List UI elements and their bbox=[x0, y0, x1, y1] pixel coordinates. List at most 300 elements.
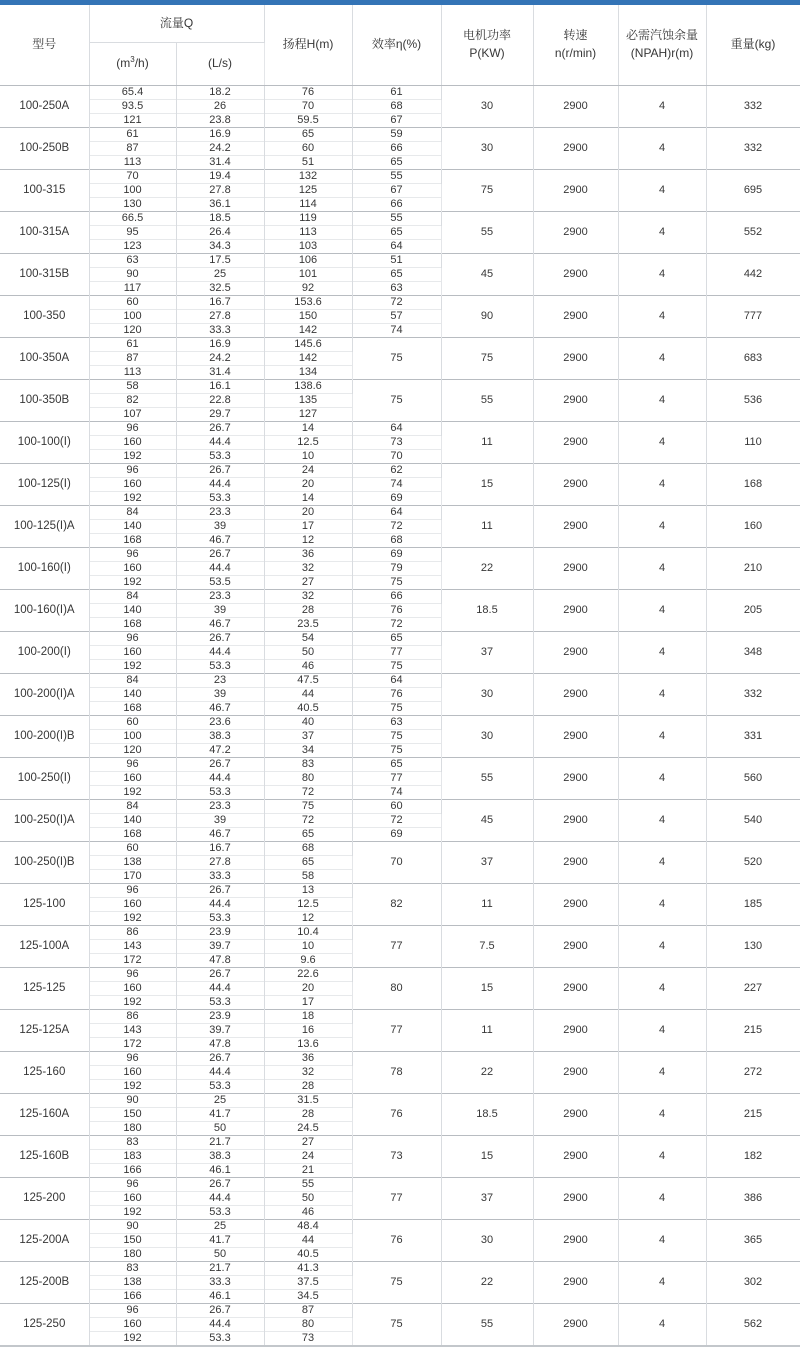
head-cell: 87 bbox=[264, 1303, 352, 1317]
flow-ls-cell: 39.7 bbox=[176, 1023, 264, 1037]
table-row bbox=[0, 1135, 800, 1149]
head-cell: 46 bbox=[264, 659, 352, 673]
flow-m3h-cell: 86 bbox=[89, 1009, 176, 1023]
flow-ls-cell: 44.4 bbox=[176, 771, 264, 785]
spec-table bbox=[0, 5, 800, 1347]
weight-cell: 777 bbox=[706, 295, 800, 337]
efficiency-cell: 72 bbox=[352, 519, 441, 533]
power-cell: 90 bbox=[441, 295, 533, 337]
efficiency-cell: 76 bbox=[352, 687, 441, 701]
flow-ls-cell: 39 bbox=[176, 603, 264, 617]
flow-ls-cell: 26.7 bbox=[176, 757, 264, 771]
flow-m3h-cell: 192 bbox=[89, 1079, 176, 1093]
flow-ls-cell: 53.3 bbox=[176, 911, 264, 925]
head-cell: 103 bbox=[264, 239, 352, 253]
flow-m3h-cell: 172 bbox=[89, 1037, 176, 1051]
flow-ls-cell: 26.7 bbox=[176, 1177, 264, 1191]
head-cell: 119 bbox=[264, 211, 352, 225]
column-header-power bbox=[441, 5, 533, 85]
flow-m3h-cell: 183 bbox=[89, 1149, 176, 1163]
head-cell: 135 bbox=[264, 393, 352, 407]
head-cell: 9.6 bbox=[264, 953, 352, 967]
speed-cell: 2900 bbox=[533, 1177, 618, 1219]
head-cell: 23.5 bbox=[264, 617, 352, 631]
flow-ls-cell: 33.3 bbox=[176, 323, 264, 337]
head-cell: 65 bbox=[264, 827, 352, 841]
flow-m3h-cell: 140 bbox=[89, 519, 176, 533]
flow-ls-cell: 33.3 bbox=[176, 869, 264, 883]
flow-ls-cell: 46.1 bbox=[176, 1163, 264, 1177]
flow-ls-cell: 32.5 bbox=[176, 281, 264, 295]
npsh-cell: 4 bbox=[618, 799, 706, 841]
table-row bbox=[0, 1093, 800, 1107]
head-cell: 59.5 bbox=[264, 113, 352, 127]
weight-cell: 332 bbox=[706, 127, 800, 169]
head-cell: 36 bbox=[264, 1051, 352, 1065]
flow-ls-cell: 16.7 bbox=[176, 841, 264, 855]
column-header-speed bbox=[533, 5, 618, 85]
model-block bbox=[0, 715, 800, 757]
model-block bbox=[0, 421, 800, 463]
flow-ls-cell: 31.4 bbox=[176, 365, 264, 379]
model-block bbox=[0, 631, 800, 673]
npsh-cell: 4 bbox=[618, 673, 706, 715]
flow-ls-cell: 53.3 bbox=[176, 1331, 264, 1346]
column-header-flow-ls: (L/s) bbox=[176, 42, 264, 85]
weight-cell: 520 bbox=[706, 841, 800, 883]
model-cell: 100-250A bbox=[0, 85, 89, 127]
head-cell: 150 bbox=[264, 309, 352, 323]
weight-cell: 210 bbox=[706, 547, 800, 589]
speed-cell: 2900 bbox=[533, 673, 618, 715]
model-block bbox=[0, 967, 800, 1009]
weight-cell: 205 bbox=[706, 589, 800, 631]
power-cell: 30 bbox=[441, 673, 533, 715]
flow-ls-cell: 41.7 bbox=[176, 1107, 264, 1121]
power-cell: 22 bbox=[441, 547, 533, 589]
power-cell: 55 bbox=[441, 379, 533, 421]
npsh-cell: 4 bbox=[618, 1009, 706, 1051]
power-cell: 75 bbox=[441, 169, 533, 211]
flow-ls-cell: 46.1 bbox=[176, 1289, 264, 1303]
flow-m3h-cell: 60 bbox=[89, 841, 176, 855]
column-header-head: 扬程H(m) bbox=[264, 5, 352, 85]
model-block bbox=[0, 757, 800, 799]
table-header bbox=[0, 5, 800, 85]
efficiency-cell: 72 bbox=[352, 617, 441, 631]
npsh-cell: 4 bbox=[618, 505, 706, 547]
speed-cell: 2900 bbox=[533, 505, 618, 547]
weight-cell: 272 bbox=[706, 1051, 800, 1093]
speed-cell: 2900 bbox=[533, 799, 618, 841]
head-cell: 60 bbox=[264, 141, 352, 155]
weight-cell: 695 bbox=[706, 169, 800, 211]
flow-ls-cell: 44.4 bbox=[176, 477, 264, 491]
speed-cell: 2900 bbox=[533, 127, 618, 169]
model-block bbox=[0, 1135, 800, 1177]
flow-ls-cell: 16.9 bbox=[176, 337, 264, 351]
head-cell: 12.5 bbox=[264, 435, 352, 449]
head-cell: 24 bbox=[264, 1149, 352, 1163]
efficiency-cell: 80 bbox=[352, 967, 441, 1009]
model-cell: 100-350 bbox=[0, 295, 89, 337]
flow-m3h-cell: 192 bbox=[89, 995, 176, 1009]
model-block bbox=[0, 463, 800, 505]
flow-ls-cell: 46.7 bbox=[176, 701, 264, 715]
npsh-cell: 4 bbox=[618, 379, 706, 421]
flow-ls-cell: 53.3 bbox=[176, 995, 264, 1009]
column-header-npsh bbox=[618, 5, 706, 85]
efficiency-cell: 82 bbox=[352, 883, 441, 925]
head-cell: 20 bbox=[264, 981, 352, 995]
flow-ls-cell: 17.5 bbox=[176, 253, 264, 267]
head-cell: 58 bbox=[264, 869, 352, 883]
efficiency-cell: 60 bbox=[352, 799, 441, 813]
head-cell: 72 bbox=[264, 785, 352, 799]
power-cell: 11 bbox=[441, 421, 533, 463]
flow-m3h-cell: 96 bbox=[89, 1303, 176, 1317]
flow-m3h-cell: 192 bbox=[89, 491, 176, 505]
flow-ls-cell: 16.1 bbox=[176, 379, 264, 393]
flow-ls-cell: 39.7 bbox=[176, 939, 264, 953]
head-cell: 40.5 bbox=[264, 701, 352, 715]
head-cell: 32 bbox=[264, 561, 352, 575]
power-cell: 30 bbox=[441, 85, 533, 127]
head-cell: 65 bbox=[264, 855, 352, 869]
head-cell: 20 bbox=[264, 505, 352, 519]
flow-ls-cell: 53.3 bbox=[176, 1079, 264, 1093]
table-row bbox=[0, 85, 800, 99]
npsh-cell: 4 bbox=[618, 1135, 706, 1177]
model-cell: 100-125(I)A bbox=[0, 505, 89, 547]
flow-m3h-cell: 166 bbox=[89, 1289, 176, 1303]
table-row bbox=[0, 1009, 800, 1023]
flow-ls-cell: 50 bbox=[176, 1247, 264, 1261]
flow-m3h-cell: 87 bbox=[89, 351, 176, 365]
weight-cell: 110 bbox=[706, 421, 800, 463]
head-cell: 22.6 bbox=[264, 967, 352, 981]
weight-cell: 332 bbox=[706, 673, 800, 715]
efficiency-cell: 70 bbox=[352, 841, 441, 883]
model-block bbox=[0, 799, 800, 841]
flow-ls-cell: 38.3 bbox=[176, 729, 264, 743]
speed-cell: 2900 bbox=[533, 169, 618, 211]
weight-cell: 562 bbox=[706, 1303, 800, 1346]
flow-ls-cell: 38.3 bbox=[176, 1149, 264, 1163]
flow-m3h-cell: 120 bbox=[89, 323, 176, 337]
table-row bbox=[0, 757, 800, 771]
model-block bbox=[0, 1303, 800, 1346]
table-row bbox=[0, 337, 800, 351]
flow-m3h-cell: 138 bbox=[89, 855, 176, 869]
speed-cell: 2900 bbox=[533, 337, 618, 379]
model-cell: 100-250(I)B bbox=[0, 841, 89, 883]
flow-ls-cell: 26.7 bbox=[176, 1303, 264, 1317]
flow-ls-cell: 53.3 bbox=[176, 785, 264, 799]
head-cell: 10 bbox=[264, 449, 352, 463]
npsh-cell: 4 bbox=[618, 337, 706, 379]
efficiency-cell: 67 bbox=[352, 113, 441, 127]
head-cell: 24 bbox=[264, 463, 352, 477]
flow-m3h-cell: 65.4 bbox=[89, 85, 176, 99]
flow-m3h-cell: 172 bbox=[89, 953, 176, 967]
flow-ls-cell: 25 bbox=[176, 1093, 264, 1107]
table-row bbox=[0, 631, 800, 645]
flow-ls-cell: 53.3 bbox=[176, 449, 264, 463]
head-cell: 32 bbox=[264, 1065, 352, 1079]
flow-m3h-cell: 90 bbox=[89, 267, 176, 281]
flow-m3h-cell: 168 bbox=[89, 827, 176, 841]
flow-ls-cell: 34.3 bbox=[176, 239, 264, 253]
efficiency-cell: 70 bbox=[352, 449, 441, 463]
efficiency-cell: 65 bbox=[352, 267, 441, 281]
power-cell: 45 bbox=[441, 253, 533, 295]
head-cell: 28 bbox=[264, 603, 352, 617]
efficiency-cell: 57 bbox=[352, 309, 441, 323]
head-cell: 28 bbox=[264, 1079, 352, 1093]
npsh-cell: 4 bbox=[618, 589, 706, 631]
npsh-cell: 4 bbox=[618, 631, 706, 673]
model-block bbox=[0, 1093, 800, 1135]
model-cell: 125-125 bbox=[0, 967, 89, 1009]
column-header-flow-group: 流量Q bbox=[89, 5, 264, 42]
model-block bbox=[0, 841, 800, 883]
head-cell: 32 bbox=[264, 589, 352, 603]
flow-ls-cell: 22.8 bbox=[176, 393, 264, 407]
header-row-1 bbox=[0, 5, 800, 42]
flow-m3h-cell: 61 bbox=[89, 337, 176, 351]
flow-m3h-cell: 160 bbox=[89, 477, 176, 491]
head-cell: 37 bbox=[264, 729, 352, 743]
flow-m3h-cell: 58 bbox=[89, 379, 176, 393]
power-cell: 11 bbox=[441, 883, 533, 925]
weight-cell: 182 bbox=[706, 1135, 800, 1177]
speed-cell: 2900 bbox=[533, 1261, 618, 1303]
weight-cell: 560 bbox=[706, 757, 800, 799]
model-cell: 125-200A bbox=[0, 1219, 89, 1261]
head-cell: 101 bbox=[264, 267, 352, 281]
speed-cell: 2900 bbox=[533, 211, 618, 253]
model-block bbox=[0, 169, 800, 211]
efficiency-cell: 65 bbox=[352, 225, 441, 239]
efficiency-cell: 75 bbox=[352, 659, 441, 673]
flow-ls-cell: 27.8 bbox=[176, 183, 264, 197]
head-cell: 20 bbox=[264, 477, 352, 491]
column-header-efficiency: 效率η(%) bbox=[352, 5, 441, 85]
table-row bbox=[0, 589, 800, 603]
model-cell: 100-315B bbox=[0, 253, 89, 295]
head-cell: 18 bbox=[264, 1009, 352, 1023]
flow-ls-cell: 44.4 bbox=[176, 981, 264, 995]
efficiency-cell: 79 bbox=[352, 561, 441, 575]
efficiency-cell: 66 bbox=[352, 141, 441, 155]
flow-ls-cell: 53.5 bbox=[176, 575, 264, 589]
efficiency-cell: 75 bbox=[352, 743, 441, 757]
efficiency-cell: 64 bbox=[352, 673, 441, 687]
head-cell: 31.5 bbox=[264, 1093, 352, 1107]
speed-header-line2: n(r/min) bbox=[554, 45, 597, 60]
head-cell: 46 bbox=[264, 1205, 352, 1219]
flow-m3h-cell: 84 bbox=[89, 673, 176, 687]
power-cell: 18.5 bbox=[441, 589, 533, 631]
flow-ls-cell: 47.8 bbox=[176, 953, 264, 967]
flow-ls-cell: 39 bbox=[176, 687, 264, 701]
head-cell: 21 bbox=[264, 1163, 352, 1177]
efficiency-cell: 74 bbox=[352, 323, 441, 337]
weight-cell: 331 bbox=[706, 715, 800, 757]
head-cell: 92 bbox=[264, 281, 352, 295]
efficiency-cell: 75 bbox=[352, 337, 441, 379]
efficiency-cell: 73 bbox=[352, 435, 441, 449]
power-cell: 45 bbox=[441, 799, 533, 841]
flow-m3h-cell: 96 bbox=[89, 1051, 176, 1065]
head-cell: 127 bbox=[264, 407, 352, 421]
flow-m3h-cell: 192 bbox=[89, 449, 176, 463]
flow-ls-cell: 53.3 bbox=[176, 491, 264, 505]
flow-ls-cell: 26.7 bbox=[176, 421, 264, 435]
head-cell: 13 bbox=[264, 883, 352, 897]
model-cell: 125-160 bbox=[0, 1051, 89, 1093]
weight-cell: 168 bbox=[706, 463, 800, 505]
power-cell: 37 bbox=[441, 631, 533, 673]
efficiency-cell: 72 bbox=[352, 813, 441, 827]
flow-m3h-cell: 192 bbox=[89, 785, 176, 799]
flow-ls-cell: 44.4 bbox=[176, 645, 264, 659]
speed-cell: 2900 bbox=[533, 421, 618, 463]
flow-ls-cell: 24.2 bbox=[176, 141, 264, 155]
head-cell: 51 bbox=[264, 155, 352, 169]
flow-m3h-cell: 84 bbox=[89, 799, 176, 813]
npsh-cell: 4 bbox=[618, 211, 706, 253]
model-cell: 125-200 bbox=[0, 1177, 89, 1219]
flow-ls-cell: 21.7 bbox=[176, 1261, 264, 1275]
model-block bbox=[0, 253, 800, 295]
model-block bbox=[0, 295, 800, 337]
flow-m3h-cell: 160 bbox=[89, 645, 176, 659]
npsh-cell: 4 bbox=[618, 1051, 706, 1093]
efficiency-cell: 55 bbox=[352, 211, 441, 225]
speed-cell: 2900 bbox=[533, 967, 618, 1009]
model-cell: 100-200(I)A bbox=[0, 673, 89, 715]
flow-m3h-cell: 107 bbox=[89, 407, 176, 421]
speed-cell: 2900 bbox=[533, 85, 618, 127]
model-cell: 100-350A bbox=[0, 337, 89, 379]
flow-m3h-cell: 83 bbox=[89, 1261, 176, 1275]
flow-m3h-cell: 83 bbox=[89, 1135, 176, 1149]
flow-m3h-cell: 100 bbox=[89, 729, 176, 743]
flow-ls-cell: 31.4 bbox=[176, 155, 264, 169]
efficiency-cell: 67 bbox=[352, 183, 441, 197]
efficiency-cell: 75 bbox=[352, 575, 441, 589]
flow-ls-cell: 23.8 bbox=[176, 113, 264, 127]
model-cell: 100-200(I)B bbox=[0, 715, 89, 757]
head-cell: 72 bbox=[264, 813, 352, 827]
flow-ls-cell: 44.4 bbox=[176, 1191, 264, 1205]
weight-cell: 130 bbox=[706, 925, 800, 967]
power-cell: 22 bbox=[441, 1051, 533, 1093]
table-row bbox=[0, 1303, 800, 1317]
flow-m3h-cell: 140 bbox=[89, 603, 176, 617]
table-row bbox=[0, 1177, 800, 1191]
model-block bbox=[0, 547, 800, 589]
npsh-cell: 4 bbox=[618, 925, 706, 967]
flow-m3h-cell: 130 bbox=[89, 197, 176, 211]
speed-cell: 2900 bbox=[533, 1135, 618, 1177]
model-cell: 100-315A bbox=[0, 211, 89, 253]
flow-ls-cell: 25 bbox=[176, 1219, 264, 1233]
table-row bbox=[0, 211, 800, 225]
head-cell: 80 bbox=[264, 771, 352, 785]
model-cell: 100-250(I) bbox=[0, 757, 89, 799]
efficiency-cell: 64 bbox=[352, 505, 441, 519]
flow-m3h-cell: 160 bbox=[89, 561, 176, 575]
flow-ls-cell: 29.7 bbox=[176, 407, 264, 421]
speed-cell: 2900 bbox=[533, 547, 618, 589]
flow-m3h-cell: 120 bbox=[89, 743, 176, 757]
head-cell: 54 bbox=[264, 631, 352, 645]
efficiency-cell: 72 bbox=[352, 295, 441, 309]
flow-m3h-cell: 160 bbox=[89, 981, 176, 995]
flow-m3h-cell: 180 bbox=[89, 1247, 176, 1261]
flow-m3h-cell: 150 bbox=[89, 1107, 176, 1121]
weight-cell: 540 bbox=[706, 799, 800, 841]
head-cell: 28 bbox=[264, 1107, 352, 1121]
speed-cell: 2900 bbox=[533, 295, 618, 337]
npsh-cell: 4 bbox=[618, 1303, 706, 1346]
model-cell: 125-100A bbox=[0, 925, 89, 967]
efficiency-cell: 76 bbox=[352, 1093, 441, 1135]
flow-ls-cell: 26.7 bbox=[176, 631, 264, 645]
head-cell: 12 bbox=[264, 533, 352, 547]
model-cell: 125-160A bbox=[0, 1093, 89, 1135]
efficiency-cell: 75 bbox=[352, 701, 441, 715]
column-header-weight: 重量(kg) bbox=[706, 5, 800, 85]
flow-ls-cell: 46.7 bbox=[176, 827, 264, 841]
flow-m3h-cell: 168 bbox=[89, 701, 176, 715]
flow-m3h-cell: 160 bbox=[89, 1317, 176, 1331]
npsh-cell: 4 bbox=[618, 883, 706, 925]
head-cell: 134 bbox=[264, 365, 352, 379]
power-cell: 30 bbox=[441, 127, 533, 169]
weight-cell: 536 bbox=[706, 379, 800, 421]
power-cell: 75 bbox=[441, 337, 533, 379]
power-cell: 11 bbox=[441, 1009, 533, 1051]
model-block bbox=[0, 883, 800, 925]
model-block bbox=[0, 505, 800, 547]
flow-m3h-cell: 82 bbox=[89, 393, 176, 407]
power-cell: 55 bbox=[441, 211, 533, 253]
flow-m3h-cell: 93.5 bbox=[89, 99, 176, 113]
efficiency-cell: 69 bbox=[352, 491, 441, 505]
flow-m3h-cell: 121 bbox=[89, 113, 176, 127]
model-block bbox=[0, 1261, 800, 1303]
model-cell: 100-160(I)A bbox=[0, 589, 89, 631]
weight-cell: 683 bbox=[706, 337, 800, 379]
flow-ls-cell: 25 bbox=[176, 267, 264, 281]
model-block bbox=[0, 1177, 800, 1219]
head-cell: 138.6 bbox=[264, 379, 352, 393]
flow-ls-cell: 44.4 bbox=[176, 435, 264, 449]
efficiency-cell: 74 bbox=[352, 477, 441, 491]
flow-m3h-cell: 70 bbox=[89, 169, 176, 183]
head-cell: 41.3 bbox=[264, 1261, 352, 1275]
head-cell: 36 bbox=[264, 547, 352, 561]
head-cell: 12 bbox=[264, 911, 352, 925]
head-cell: 16 bbox=[264, 1023, 352, 1037]
npsh-cell: 4 bbox=[618, 127, 706, 169]
efficiency-cell: 74 bbox=[352, 785, 441, 799]
head-cell: 48.4 bbox=[264, 1219, 352, 1233]
